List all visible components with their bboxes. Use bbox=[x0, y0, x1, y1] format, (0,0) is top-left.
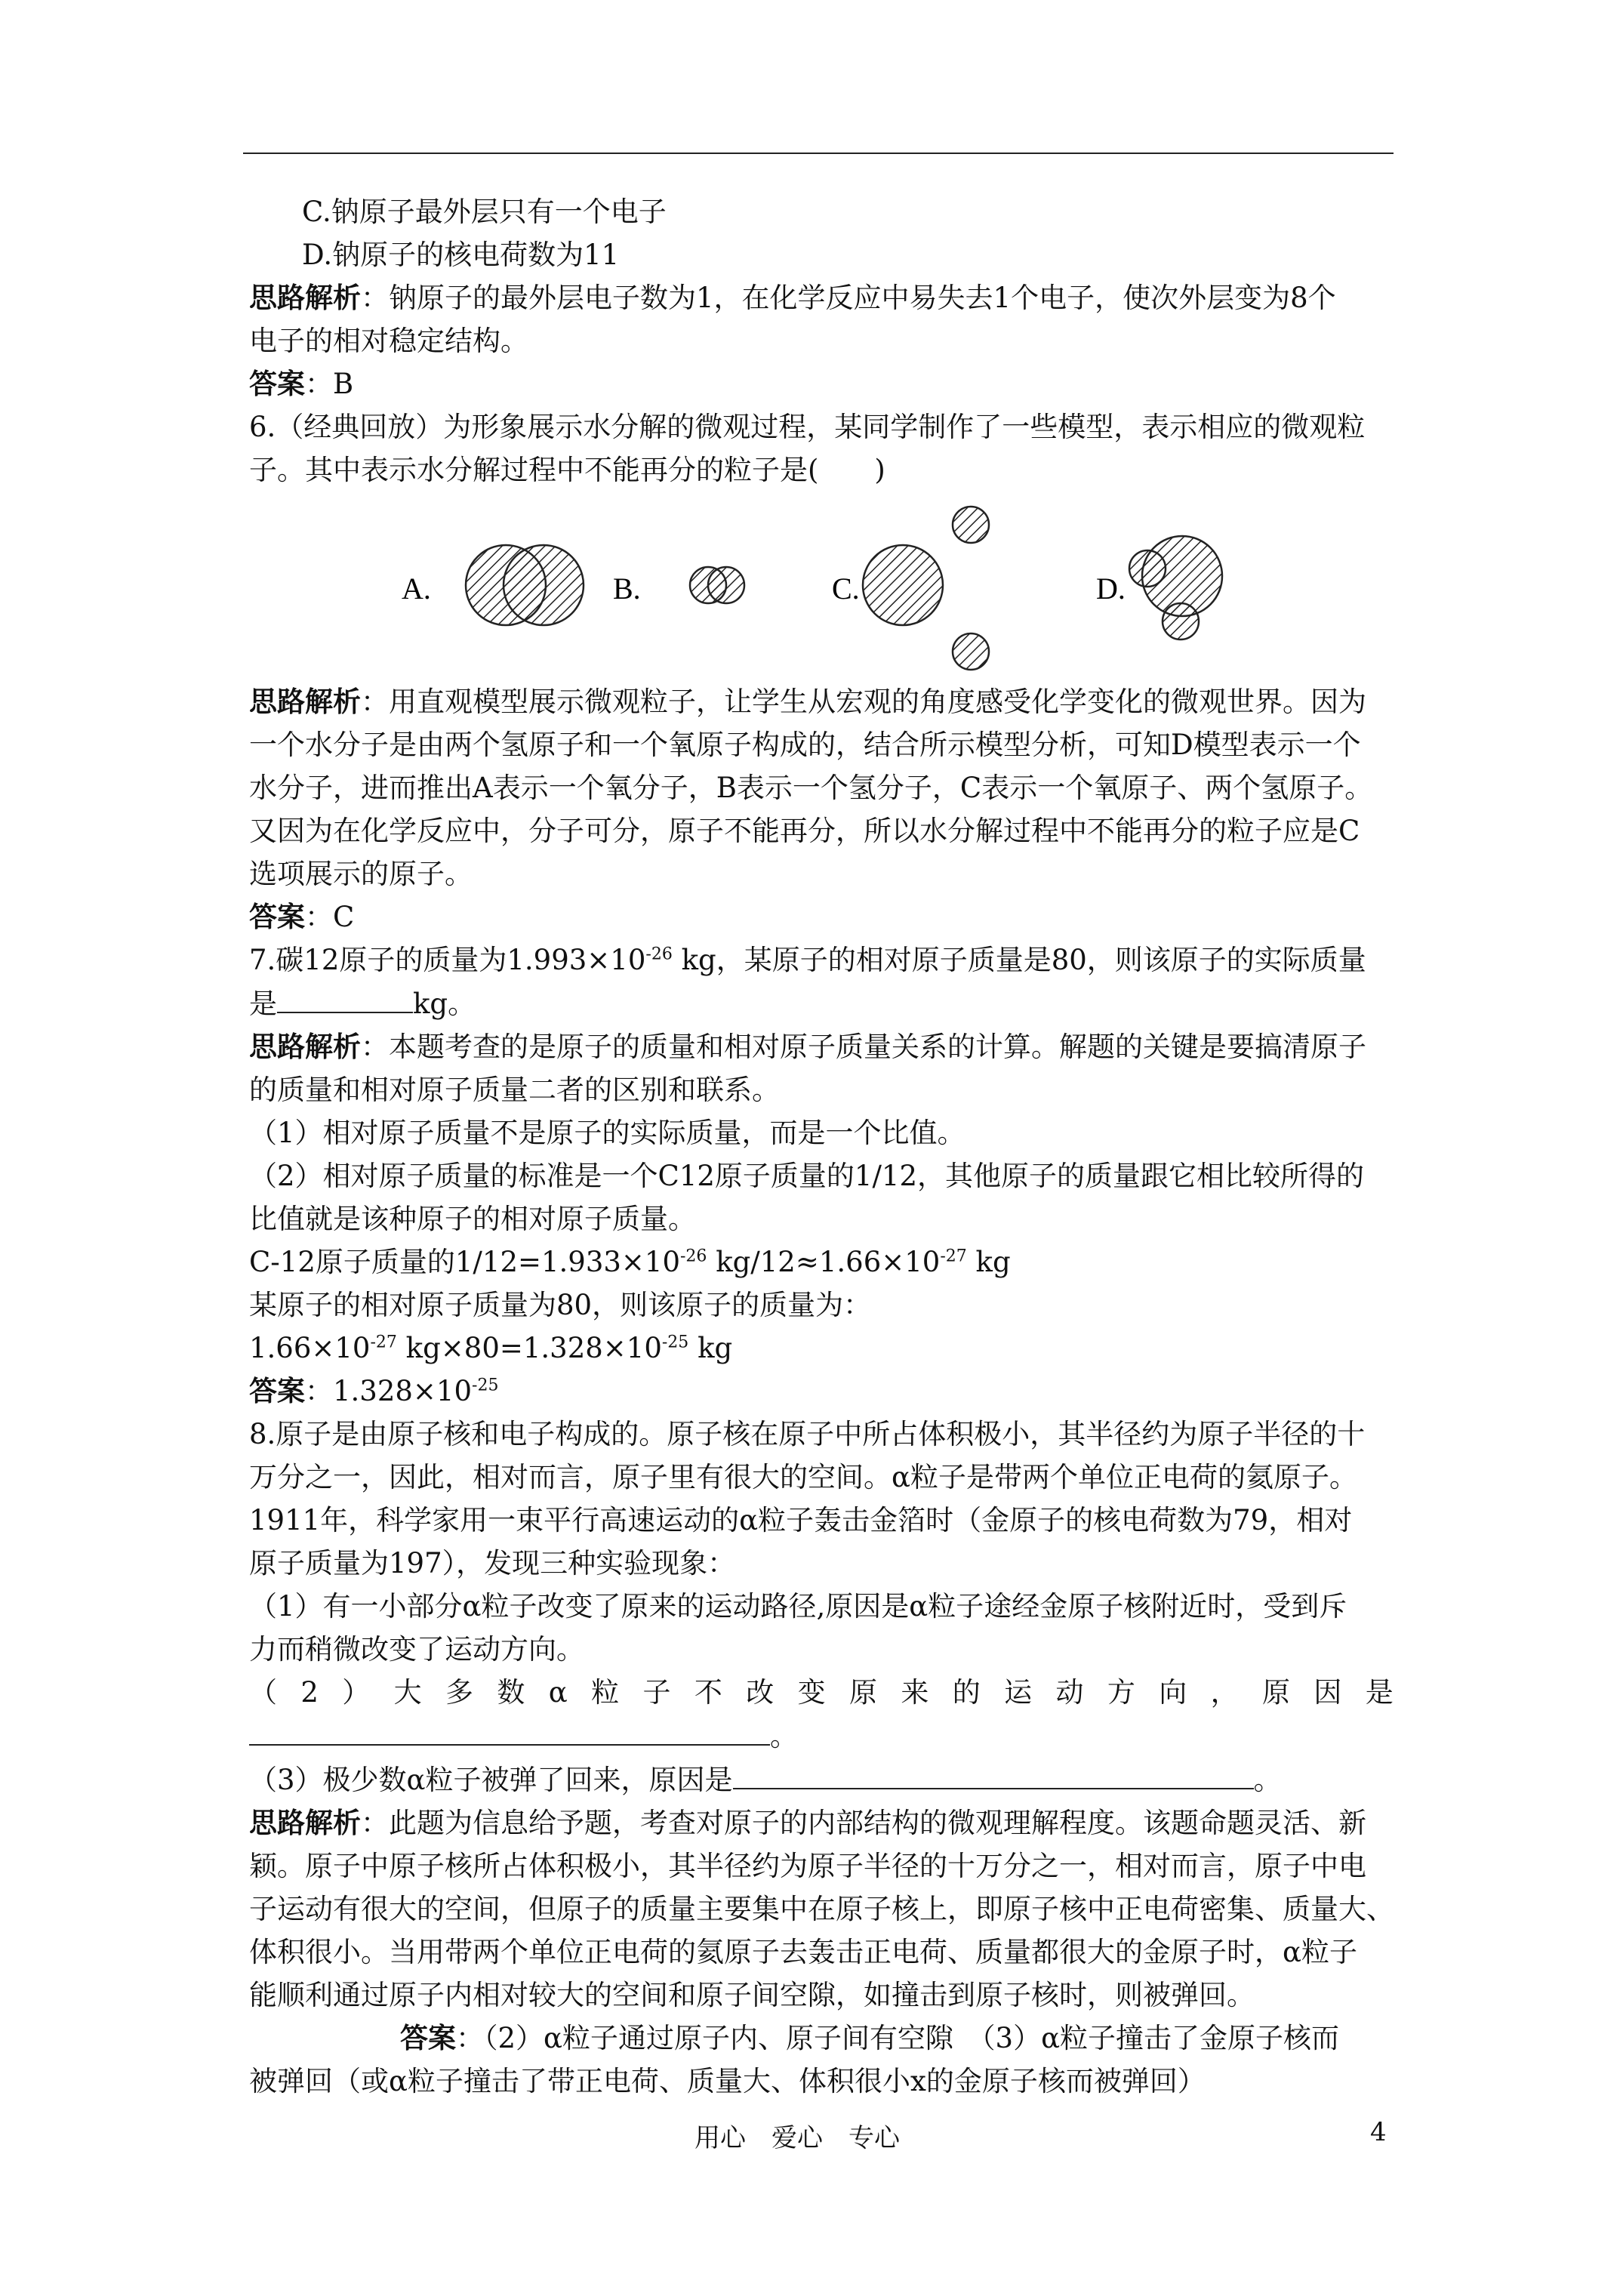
answer-label: 答案 bbox=[400, 2021, 456, 2054]
calc-line-2: 某原子的相对原子质量为80，则该原子的质量为： bbox=[249, 1289, 872, 1321]
model-d-water-molecule bbox=[1129, 536, 1222, 639]
spaced-char: 向 bbox=[1159, 1676, 1187, 1709]
q7-text-c: 是 bbox=[249, 988, 277, 1020]
question-8-part3 bbox=[249, 1758, 1394, 1801]
header-rule bbox=[243, 153, 1394, 154]
answer-blank bbox=[277, 982, 413, 1013]
explanation-6-line3: 水分子，进而推出A表示一个氧分子，B表示一个氢分子，C表示一个氧原子、两个氢原子。 bbox=[249, 772, 1373, 804]
option-a-label: A. bbox=[402, 572, 431, 606]
explanation-6-line4: 又因为在化学反应中，分子可分，原子不能再分，所以水分解过程中不能再分的粒子应是C bbox=[249, 815, 1360, 847]
period: 。 bbox=[1253, 1764, 1282, 1796]
molecule-models-figure bbox=[249, 492, 1394, 680]
answer-exponent: -25 bbox=[472, 1376, 499, 1395]
answer-8-line1 bbox=[249, 2017, 1394, 2060]
explanation-8-line2: 颖。原子中原子核所占体积极小，其半径约为原子半径的十万分之一，相对而言，原子中电 bbox=[249, 1850, 1366, 1882]
question-6-line2: 子。其中表示水分解过程中不能再分的粒子是( ) bbox=[249, 454, 885, 486]
q7-text-a: 7.碳12原子的质量为1.993×10 bbox=[249, 944, 646, 976]
answer-text: ：C bbox=[305, 901, 355, 933]
explanation-text: ：此题为信息给予题，考查对原子的内部结构的微观理解程度。该题命题灵活、新 bbox=[361, 1807, 1366, 1839]
calc-line-3 bbox=[249, 1327, 1394, 1370]
option-d-line: D.钠原子的核电荷数为11 bbox=[302, 239, 620, 271]
spaced-char: ） bbox=[342, 1676, 371, 1709]
calc-text: C-12原子质量的1/12=1.933×10 bbox=[249, 1246, 680, 1278]
q7-exponent: -26 bbox=[645, 945, 673, 964]
spaced-char: 子 bbox=[642, 1676, 671, 1709]
answer-blank bbox=[249, 1714, 770, 1746]
question-7-line2 bbox=[249, 982, 1394, 1025]
explanation-5-line2: 电子的相对稳定结构。 bbox=[249, 325, 528, 357]
explanation-6-line5: 选项展示的原子。 bbox=[249, 858, 473, 890]
spaced-char: 多 bbox=[445, 1676, 474, 1709]
option-c-label: C. bbox=[832, 572, 860, 606]
question-8-line3: 1911年，科学家用一束平行高速运动的α粒子轰击金箔时（金原子的核电荷数为79，相对 bbox=[249, 1504, 1353, 1536]
explanation-7-line2: 的质量和相对原子质量二者的区别和联系。 bbox=[249, 1074, 780, 1106]
explanation-7-line5: 比值就是该种原子的相对原子质量。 bbox=[249, 1203, 696, 1235]
spaced-char: 是 bbox=[1365, 1676, 1394, 1709]
answer-7 bbox=[249, 1370, 1394, 1413]
model-a-oxygen-molecule bbox=[466, 545, 584, 625]
calc-text: kg/12≈1.66×10 bbox=[707, 1246, 941, 1278]
calc-exponent: -25 bbox=[661, 1333, 689, 1352]
period: 。 bbox=[770, 1720, 798, 1752]
spaced-char: 来 bbox=[901, 1676, 929, 1709]
question-8-line2: 万分之一，因此，相对而言，原子里有很大的空间。α粒子是带两个单位正电荷的氦原子。 bbox=[249, 1461, 1357, 1493]
explanation-text: ：本题考查的是原子的质量和相对原子质量关系的计算。解题的关键是要搞清原子 bbox=[361, 1031, 1366, 1063]
page-content bbox=[249, 190, 1394, 2103]
spaced-char: 粒 bbox=[591, 1676, 620, 1709]
calc-exponent: -26 bbox=[680, 1247, 707, 1266]
question-8-line5: （1）有一小部分α粒子改变了原来的运动路径,原因是α粒子途经金原子核附近时，受到斥 bbox=[249, 1590, 1347, 1623]
option-c-line: C.钠原子最外层只有一个电子 bbox=[302, 196, 667, 228]
spaced-char: α bbox=[548, 1676, 568, 1709]
explanation-text: ：钠原子的最外层电子数为1，在化学反应中易失去1个电子，使次外层变为8个 bbox=[361, 282, 1336, 314]
spaced-char: 2 bbox=[300, 1676, 319, 1709]
explanation-7-line4: （2）相对原子质量的标准是一个C12原子质量的1/12，其他原子的质量跟它相比较所得的 bbox=[249, 1160, 1365, 1192]
explanation-7-line1 bbox=[249, 1025, 1394, 1068]
explanation-6-line2: 一个水分子是由两个氢原子和一个氧原子构成的，结合所示模型分析，可知D模型表示一个 bbox=[249, 729, 1361, 761]
answer-6 bbox=[249, 895, 1394, 938]
explanation-5-line1 bbox=[249, 276, 1394, 319]
answer-text: ：1.328×10 bbox=[305, 1375, 473, 1407]
spaced-char: 的 bbox=[952, 1676, 981, 1709]
calc-exponent: -27 bbox=[370, 1333, 397, 1352]
answer-label: 答案 bbox=[249, 367, 305, 400]
question-8-line1: 8.原子是由原子核和电子构成的。原子核在原子中所占体积极小，其半径约为原子半径的十 bbox=[249, 1418, 1366, 1450]
spaced-char: 不 bbox=[694, 1676, 722, 1709]
spaced-char: ， bbox=[1210, 1676, 1239, 1709]
question-7-line1 bbox=[249, 938, 1394, 982]
spaced-char: 动 bbox=[1055, 1676, 1084, 1709]
question-8-line4: 原子质量为197），发现三种实验现象： bbox=[249, 1547, 736, 1579]
spaced-char: 运 bbox=[1004, 1676, 1033, 1709]
spaced-char: 改 bbox=[746, 1676, 775, 1709]
explanation-label: 思路解析 bbox=[249, 685, 361, 718]
calc-line-1 bbox=[249, 1240, 1394, 1284]
spaced-char: 原 bbox=[849, 1676, 878, 1709]
page-number: 4 bbox=[1370, 2117, 1387, 2147]
spaced-char: 方 bbox=[1107, 1676, 1135, 1709]
answer-label: 答案 bbox=[249, 1374, 305, 1407]
calc-exponent: -27 bbox=[940, 1247, 967, 1266]
explanation-6-line1 bbox=[249, 680, 1394, 723]
option-b-label: B. bbox=[613, 572, 641, 606]
explanation-text: ：用直观模型展示微观粒子，让学生从宏观的角度感受化学变化的微观世界。因为 bbox=[361, 686, 1366, 718]
q7-text-b: kg，某原子的相对原子质量是80，则该原子的实际质量 bbox=[672, 944, 1366, 976]
explanation-label: 思路解析 bbox=[249, 1030, 361, 1063]
answer-text: ：B bbox=[305, 368, 354, 400]
answer-text: ：（2）α粒子通过原子内、原子间有空隙 （3）α粒子撞击了金原子核而 bbox=[456, 2022, 1340, 2054]
calc-text: 1.66×10 bbox=[249, 1332, 371, 1364]
molecule-models-svg bbox=[385, 492, 1366, 680]
spaced-char: （ bbox=[249, 1676, 277, 1709]
spaced-char: 因 bbox=[1313, 1676, 1342, 1709]
explanation-8-line1 bbox=[249, 1801, 1394, 1845]
footer-motto: 用心 爱心 专心 bbox=[694, 2123, 900, 2153]
model-c-separate-atoms bbox=[863, 507, 989, 670]
answer-blank bbox=[733, 1758, 1254, 1789]
explanation-label: 思路解析 bbox=[249, 281, 361, 314]
answer-5 bbox=[249, 362, 1394, 405]
spaced-char: 原 bbox=[1262, 1676, 1291, 1709]
calc-text: kg bbox=[966, 1246, 1011, 1278]
calc-text: kg bbox=[688, 1332, 733, 1364]
explanation-7-line3: （1）相对原子质量不是原子的实际质量，而是一个比值。 bbox=[249, 1117, 965, 1149]
explanation-8-line4: 体积很小。当用带两个单位正电荷的氦原子去轰击正电荷、质量都很大的金原子时，α粒子 bbox=[249, 1936, 1357, 1968]
spaced-char: 大 bbox=[393, 1676, 422, 1709]
explanation-label: 思路解析 bbox=[249, 1806, 361, 1839]
question-8-blank-line bbox=[249, 1714, 1394, 1758]
question-8-line6: 力而稍微改变了运动方向。 bbox=[249, 1633, 584, 1666]
option-d-label: D. bbox=[1096, 572, 1126, 606]
explanation-8-line5: 能顺利通过原子内相对较大的空间和原子间空隙，如撞击到原子核时，则被弹回。 bbox=[249, 1979, 1255, 2011]
answer-label: 答案 bbox=[249, 900, 305, 933]
spaced-char: 数 bbox=[497, 1676, 525, 1709]
question-8-part2 bbox=[249, 1671, 1394, 1714]
explanation-8-line3: 子运动有很大的空间，但原子的质量主要集中在原子核上，即原子核中正电荷密集、质量大、 bbox=[249, 1893, 1394, 1925]
q8-part3-text: （3）极少数α粒子被弹了回来，原因是 bbox=[249, 1764, 733, 1796]
answer-8-line2: 被弹回（或α粒子撞击了带正电荷、质量大、体积很小x的金原子核而被弹回） bbox=[249, 2065, 1206, 2097]
question-6-line1: 6.（经典回放）为形象展示水分解的微观过程，某同学制作了一些模型，表示相应的微观粒 bbox=[249, 411, 1366, 443]
q7-unit: kg。 bbox=[413, 988, 476, 1020]
spaced-char: 变 bbox=[797, 1676, 826, 1709]
calc-text: kg×80=1.328×10 bbox=[396, 1332, 662, 1364]
model-b-hydrogen-molecule bbox=[690, 567, 744, 603]
